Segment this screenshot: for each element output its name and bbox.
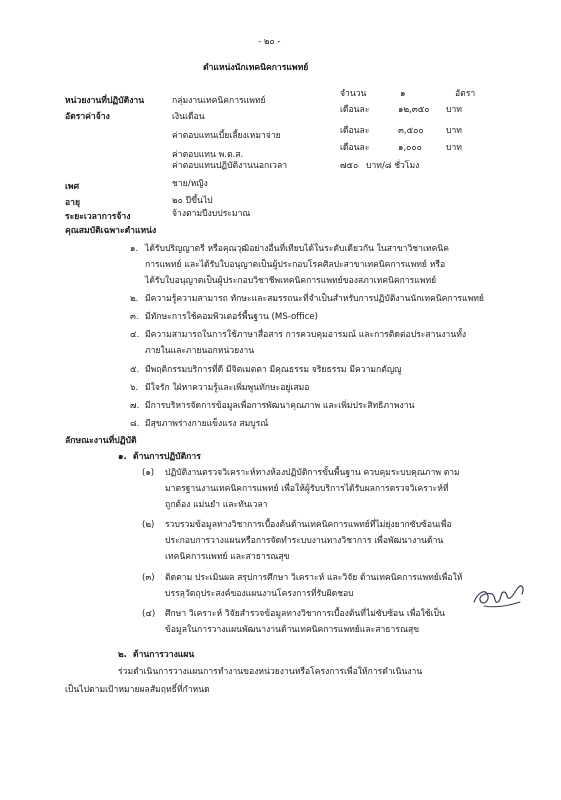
list-number: (๓) (142, 573, 155, 583)
list-line: มีความรู้ความสามารถ ทักษะและสมรรถนะที่จำเป็นสำหรับการปฏิบัติงานนักเทคนิคการแพทย์ (145, 294, 484, 304)
wage-name: ค่าตอบแทน พ.ต.ส. (172, 150, 244, 160)
list-line: การแพทย์ และได้รับใบอนุญาตเป็นผู้ประกอบโรคศิลปะสาขาเทคนิคการแพทย์ หรือ (145, 260, 446, 270)
unit-value: กลุ่มงานเทคนิคการแพทย์ (172, 96, 266, 106)
wage-amount: ๓,๕๐๐ (398, 126, 424, 136)
unit-label: หน่วยงานที่ปฏิบัติงาน (65, 96, 145, 106)
list-line: ภายในและภายนอกหน่วยงาน (145, 346, 255, 356)
wage-unit: บาท (446, 105, 462, 115)
list-line: เทคนิคการแพทย์ และสาธารณสุข (165, 552, 290, 562)
wage-per: เดือนละ (340, 105, 370, 115)
wage-label: อัตราค่าจ้าง (65, 112, 110, 122)
list-line: ศึกษา วิเคราะห์ วิจัยสำรวจข้อมูลทางวิชาการเบื้องต้นที่ไม่ซับซ้อน เพื่อใช้เป็น (165, 609, 445, 619)
wage-unit: บาท (446, 143, 462, 153)
list-number: ๒. (130, 294, 139, 304)
list-number: ๖. (130, 383, 139, 393)
period-label: ระยะเวลาการจ้าง (65, 212, 131, 222)
list-number: ๓. (130, 312, 139, 322)
list-line: มีทักษะการใช้คอมพิวเตอร์พื้นฐาน (MS-office) (145, 312, 318, 322)
list-line: บรรลุวัตถุประสงค์ของแผนงานโครงการที่รับผิดชอบ (165, 589, 354, 599)
list-number: ๗. (130, 401, 140, 411)
list-line: ประกอบการวางแผนหรือการจัดทำระบบงานทางวิชาการ เพื่อพัฒนางานด้าน (165, 536, 444, 546)
page-title: ตำแหน่งนักเทคนิคการแพทย์ (203, 63, 309, 73)
wage-per: เดือนละ (340, 143, 370, 153)
list-line: ได้รับปริญญาตรี หรือคุณวุฒิอย่างอื่นที่เทียบได้ในระดับเดียวกัน ในสาขาวิชาเทคนิค (145, 244, 449, 254)
paragraph-line: เป็นไปตามเป้าหมายผลสัมฤทธิ์ที่กำหนด (65, 685, 210, 695)
list-number: ๔. (130, 330, 140, 340)
list-line: มีใจรัก ใฝ่หาความรู้และเพิ่มพูนทักษะอยู่เสมอ (145, 383, 310, 393)
quota-unit: อัตรา (455, 89, 476, 99)
section-title: ด้านการปฏิบัติการ (133, 452, 201, 462)
quota-value: ๑ (400, 89, 406, 99)
wage-name: ค่าตอบแทนปฏิบัติงานนอกเวลา (172, 161, 288, 171)
duties-heading: ลักษณะงานที่ปฏิบัติ (65, 436, 137, 446)
age-label: อายุ (65, 198, 81, 208)
list-line: รวบรวมข้อมูลทางวิชาการเบื้องต้นด้านเทคนิคการแพทย์ที่ไม่ยุ่งยากซับซ้อนเพื่อ (165, 520, 452, 530)
sex-label: เพศ (65, 182, 80, 192)
list-line: ได้รับใบอนุญาตเป็นผู้ประกอบวิชาชีพเทคนิคการแพทย์ของสภาเทคนิคการแพทย์ (145, 276, 437, 286)
list-number: ๑. (130, 244, 139, 254)
list-number: ๘. (130, 419, 140, 429)
quota-label: จำนวน (340, 89, 367, 99)
list-line: ติดตาม ประเมินผล สรุปการศึกษา วิเคราะห์ และวิจัย ด้านเทคนิคการแพทย์เพื่อให้ (165, 573, 463, 583)
list-number: (๒) (142, 520, 155, 530)
wage-amount: ๑๒,๓๕๐ (398, 105, 430, 115)
list-line: มีสุขภาพร่างกายแข็งแรง สมบูรณ์ (145, 419, 269, 429)
age-value: ๒๐ ปีขึ้นไป (172, 196, 213, 206)
list-line: ถูกต้อง แม่นยำ และทันเวลา (165, 500, 268, 510)
wage-name: เงินเดือน (172, 112, 205, 122)
wage-amount: ๗๕๐ (340, 161, 359, 171)
handwritten-signature (470, 578, 530, 612)
list-line: มาตรฐานงานเทคนิคการแพทย์ เพื่อให้ผู้รับบริการได้รับผลการตรวจวิเคราะห์ที่ (165, 484, 449, 494)
period-value: จ้างตามปีงบประมาณ (172, 209, 251, 219)
section-title: ด้านการวางแผน (133, 650, 195, 660)
page-number: - ๒๐ - (258, 37, 281, 47)
list-line: มีความสามารถในการใช้ภาษาสื่อสาร การควบคุมอารมณ์ และการติดต่อประสานงานทั้ง (145, 330, 467, 340)
qualifications-heading: คุณสมบัติเฉพาะตำแหน่ง (65, 226, 157, 236)
wage-per: เดือนละ (340, 126, 370, 136)
section-number: ๑. (118, 452, 127, 462)
section-number: ๒. (118, 650, 127, 660)
list-line: มีพฤติกรรมบริการที่ดี มีจิตเมตตา มีคุณธรรม จริยธรรม มีความกตัญญู (145, 365, 402, 375)
list-number: (๑) (142, 468, 155, 478)
sex-value: ชาย/หญิง (172, 179, 208, 189)
list-line: ปฏิบัติงานตรวจวิเคราะห์ทางห้องปฏิบัติการขั้นพื้นฐาน ควบคุมระบบคุณภาพ ตาม (165, 468, 460, 478)
paragraph-line: ร่วมดำเนินการวางแผนการทำงานของหน่วยงานหรือโครงการเพื่อให้การดำเนินงาน (118, 667, 423, 677)
wage-unit: บาท/๘ ชั่วโมง (366, 161, 420, 171)
list-line: ข้อมูลในการวางแผนพัฒนางานด้านเทคนิคการแพทย์และสาธารณสุข (165, 625, 420, 635)
wage-name: ค่าตอบแทนเบี้ยเลี้ยงเหมาจ่าย (172, 131, 281, 141)
wage-amount: ๑,๐๐๐ (398, 143, 422, 153)
wage-unit: บาท (446, 126, 462, 136)
list-line: มีการบริหารจัดการข้อมูลเพื่อการพัฒนาคุณภาพ และเพิ่มประสิทธิภาพงาน (145, 401, 415, 411)
list-number: (๔) (142, 609, 156, 619)
list-number: ๕. (130, 365, 140, 375)
